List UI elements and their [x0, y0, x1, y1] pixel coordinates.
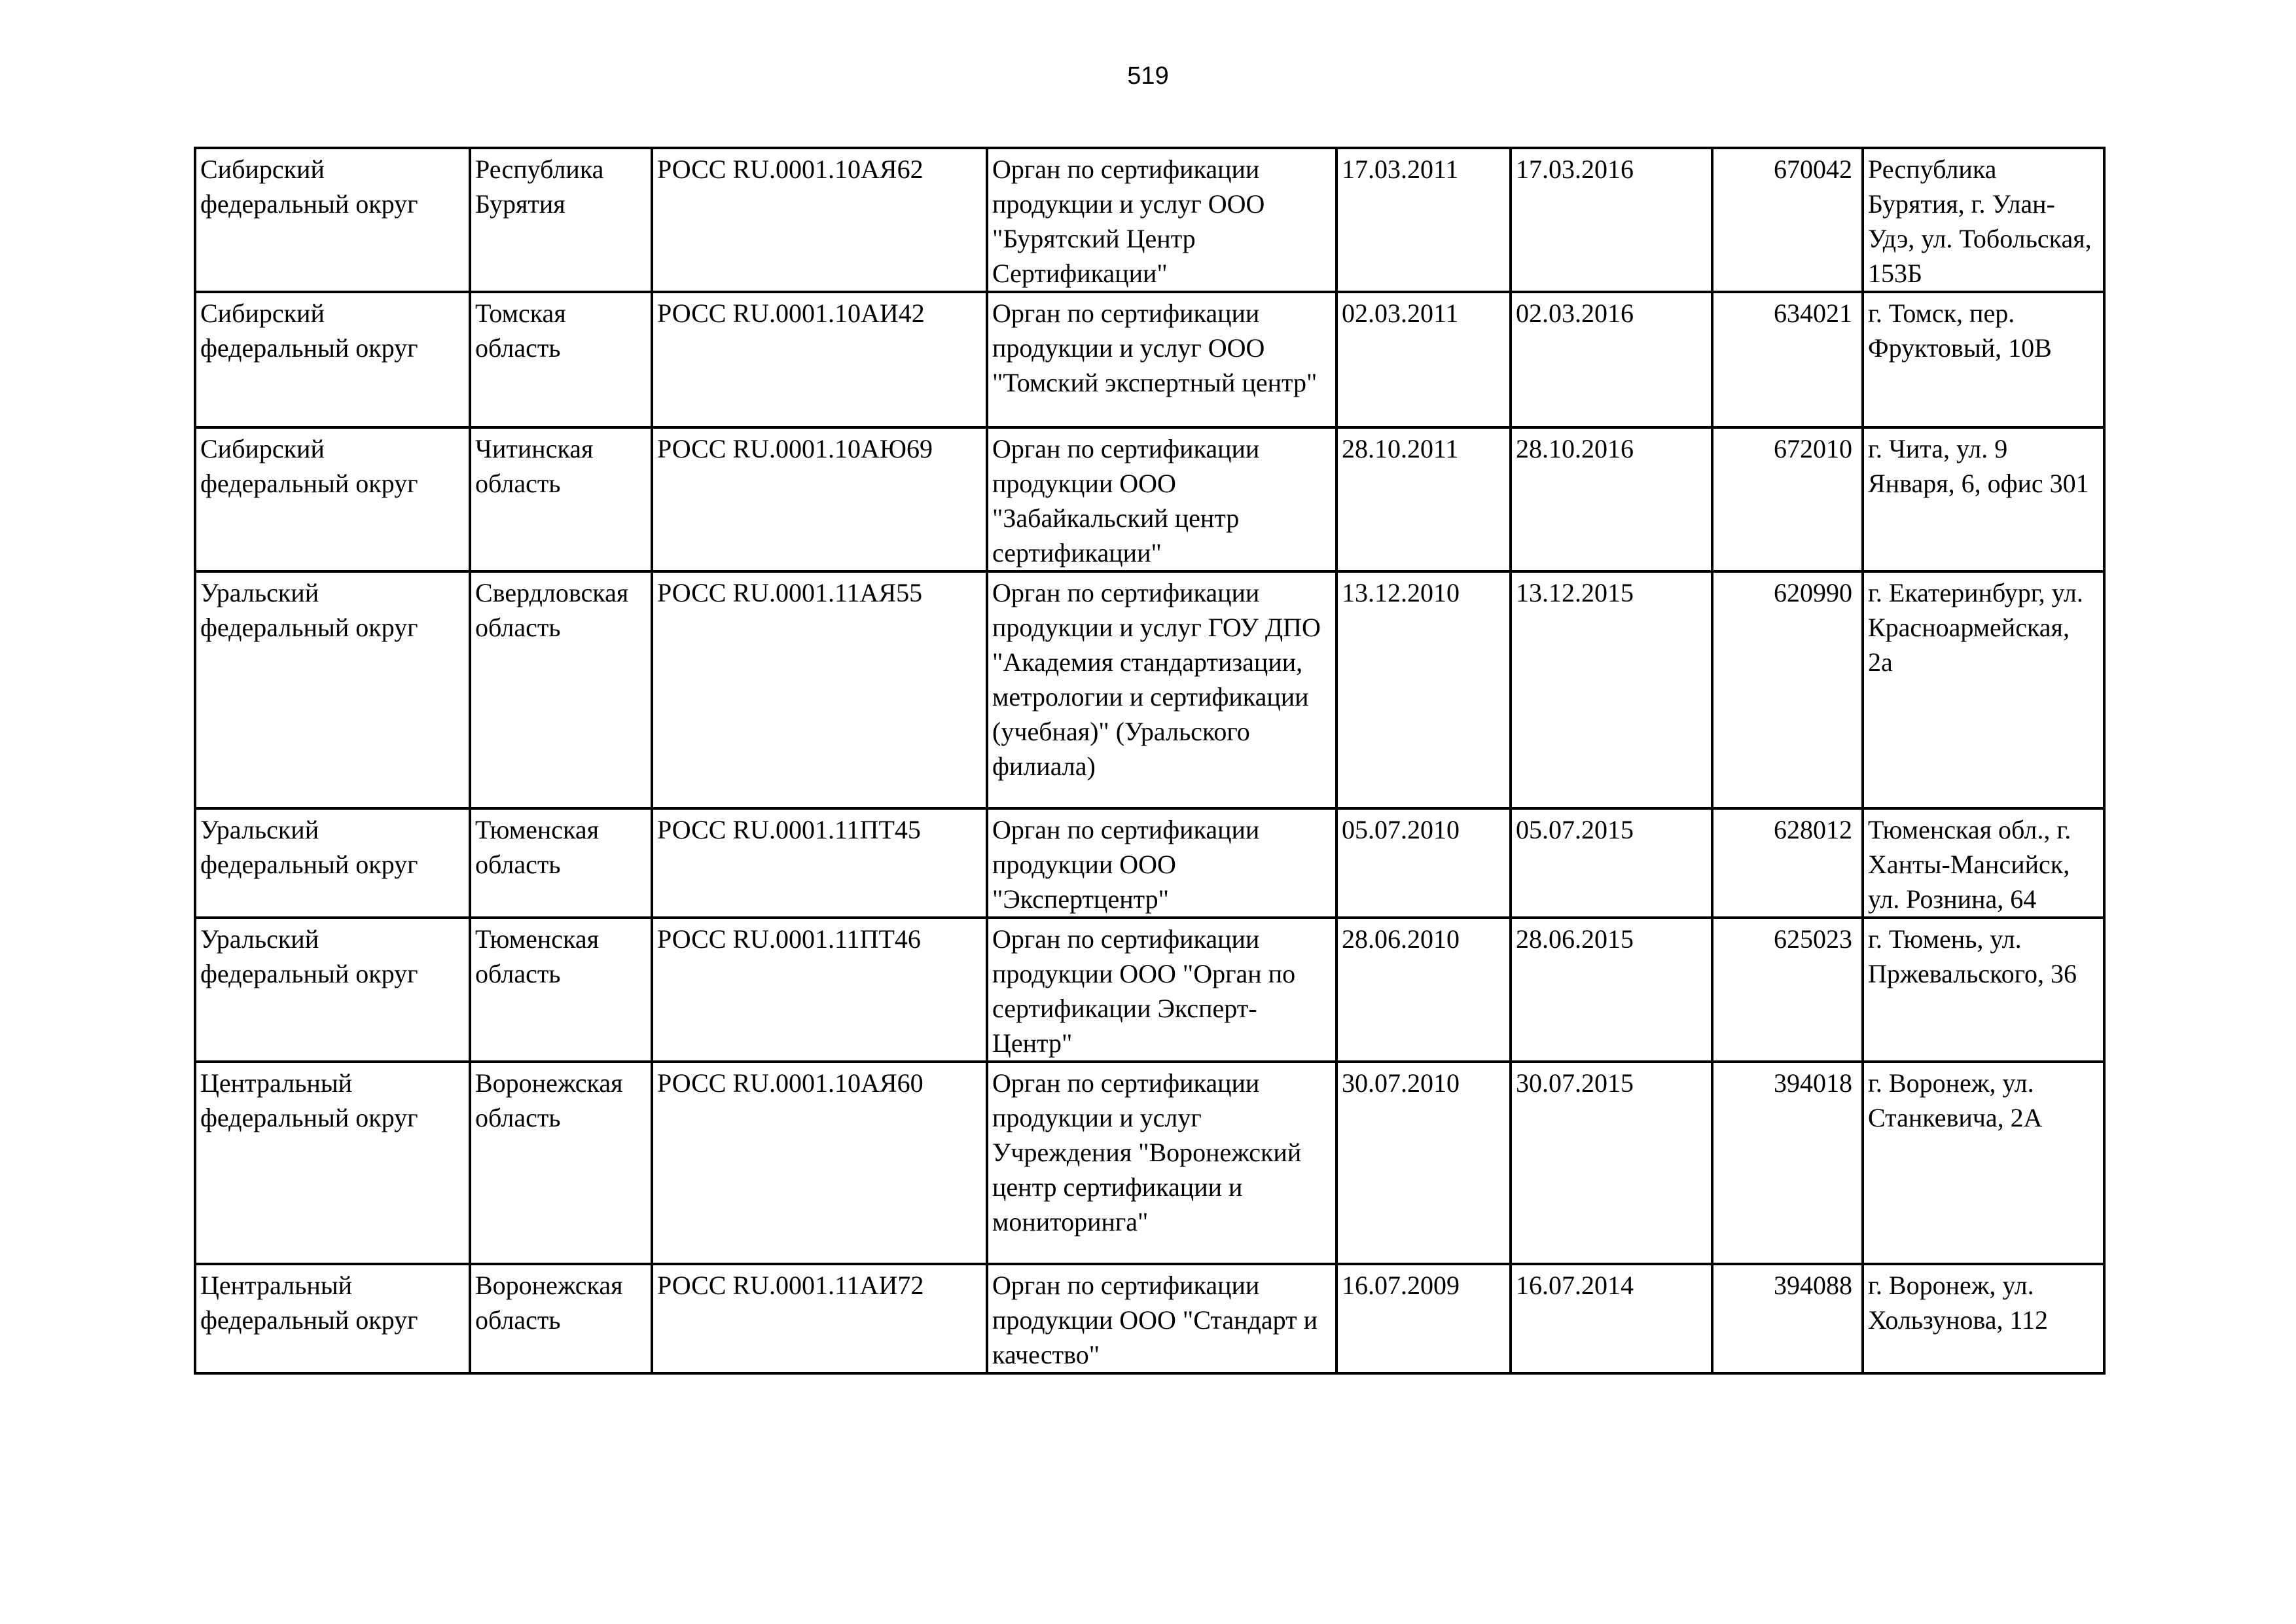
address-cell: г. Тюмень, ул. Пржевальского, 36 — [1863, 918, 2104, 1062]
address-cell: Тюменская обл., г. Ханты-Мансийск, ул. Рознина, 64 — [1863, 808, 2104, 918]
end-date-cell: 13.12.2015 — [1511, 571, 1712, 808]
registration-number-cell: РОСС RU.0001.11ПТ46 — [652, 918, 987, 1062]
table-row — [195, 1264, 2104, 1373]
start-date-cell: 13.12.2010 — [1336, 571, 1511, 808]
organization-cell: Орган по сертификации продукции ООО "Стандарт и качество" — [987, 1264, 1336, 1373]
table-row — [195, 1062, 2104, 1264]
organization-cell: Орган по сертификации продукции и услуг ООО "Томский экспертный центр" — [987, 292, 1336, 427]
table-row — [195, 148, 2104, 292]
registration-number-cell: РОСС RU.0001.11АИ72 — [652, 1264, 987, 1373]
start-date-cell: 17.03.2011 — [1336, 148, 1511, 292]
registration-number-cell: РОСС RU.0001.10АЯ62 — [652, 148, 987, 292]
postcode-cell: 620990 — [1712, 571, 1863, 808]
district-cell: Уральский федеральный округ — [195, 918, 470, 1062]
start-date-cell: 16.07.2009 — [1336, 1264, 1511, 1373]
end-date-cell: 02.03.2016 — [1511, 292, 1712, 427]
postcode-cell: 670042 — [1712, 148, 1863, 292]
start-date-cell: 28.10.2011 — [1336, 427, 1511, 571]
organization-cell: Орган по сертификации продукции и услуг ООО "Бурятский Центр Сертификации" — [987, 148, 1336, 292]
district-cell: Сибирский федеральный округ — [195, 427, 470, 571]
registration-number-cell: РОСС RU.0001.11ПТ45 — [652, 808, 987, 918]
address-cell: г. Чита, ул. 9 Января, 6, офис 301 — [1863, 427, 2104, 571]
end-date-cell: 28.10.2016 — [1511, 427, 1712, 571]
certification-bodies-table — [194, 147, 2106, 1375]
table-row — [195, 292, 2104, 427]
table-row — [195, 918, 2104, 1062]
organization-cell: Орган по сертификации продукции ООО "Забайкальский центр сертификации" — [987, 427, 1336, 571]
organization-cell: Орган по сертификации продукции ООО "Экспертцентр" — [987, 808, 1336, 918]
registration-number-cell: РОСС RU.0001.10АИ42 — [652, 292, 987, 427]
region-cell: Свердловская область — [470, 571, 652, 808]
end-date-cell: 30.07.2015 — [1511, 1062, 1712, 1264]
address-cell: г. Воронеж, ул. Станкевича, 2А — [1863, 1062, 2104, 1264]
table-row — [195, 571, 2104, 808]
postcode-cell: 394018 — [1712, 1062, 1863, 1264]
region-cell: Воронежская область — [470, 1264, 652, 1373]
organization-cell: Орган по сертификации продукции и услуг Учреждения "Воронежский центр сертификации и мониторинга" — [987, 1062, 1336, 1264]
table-body — [195, 148, 2104, 1373]
district-cell: Сибирский федеральный округ — [195, 148, 470, 292]
start-date-cell: 05.07.2010 — [1336, 808, 1511, 918]
end-date-cell: 16.07.2014 — [1511, 1264, 1712, 1373]
organization-cell: Орган по сертификации продукции и услуг ГОУ ДПО "Академия стандартизации, метрологии и сертификации (учебная)" (Уральского филиала) — [987, 571, 1336, 808]
end-date-cell: 05.07.2015 — [1511, 808, 1712, 918]
district-cell: Уральский федеральный округ — [195, 571, 470, 808]
region-cell: Читинская область — [470, 427, 652, 571]
region-cell: Тюменская область — [470, 808, 652, 918]
start-date-cell: 30.07.2010 — [1336, 1062, 1511, 1264]
registration-number-cell: РОСС RU.0001.10АЯ60 — [652, 1062, 987, 1264]
postcode-cell: 625023 — [1712, 918, 1863, 1062]
postcode-cell: 634021 — [1712, 292, 1863, 427]
address-cell: г. Воронеж, ул. Хользунова, 112 — [1863, 1264, 2104, 1373]
district-cell: Сибирский федеральный округ — [195, 292, 470, 427]
start-date-cell: 28.06.2010 — [1336, 918, 1511, 1062]
table-row — [195, 427, 2104, 571]
start-date-cell: 02.03.2011 — [1336, 292, 1511, 427]
postcode-cell: 394088 — [1712, 1264, 1863, 1373]
address-cell: Республика Бурятия, г. Улан-Удэ, ул. Тобольская, 153Б — [1863, 148, 2104, 292]
postcode-cell: 628012 — [1712, 808, 1863, 918]
region-cell: Томская область — [470, 292, 652, 427]
district-cell: Центральный федеральный округ — [195, 1062, 470, 1264]
region-cell: Республика Бурятия — [470, 148, 652, 292]
end-date-cell: 17.03.2016 — [1511, 148, 1712, 292]
region-cell: Тюменская область — [470, 918, 652, 1062]
address-cell: г. Екатеринбург, ул. Красноармейская, 2а — [1863, 571, 2104, 808]
postcode-cell: 672010 — [1712, 427, 1863, 571]
registration-number-cell: РОСС RU.0001.11АЯ55 — [652, 571, 987, 808]
table-row — [195, 808, 2104, 918]
page-number: 519 — [1127, 62, 1169, 90]
organization-cell: Орган по сертификации продукции ООО "Орган по сертификации Эксперт-Центр" — [987, 918, 1336, 1062]
address-cell: г. Томск, пер. Фруктовый, 10В — [1863, 292, 2104, 427]
region-cell: Воронежская область — [470, 1062, 652, 1264]
end-date-cell: 28.06.2015 — [1511, 918, 1712, 1062]
district-cell: Уральский федеральный округ — [195, 808, 470, 918]
district-cell: Центральный федеральный округ — [195, 1264, 470, 1373]
registration-number-cell: РОСС RU.0001.10АЮ69 — [652, 427, 987, 571]
